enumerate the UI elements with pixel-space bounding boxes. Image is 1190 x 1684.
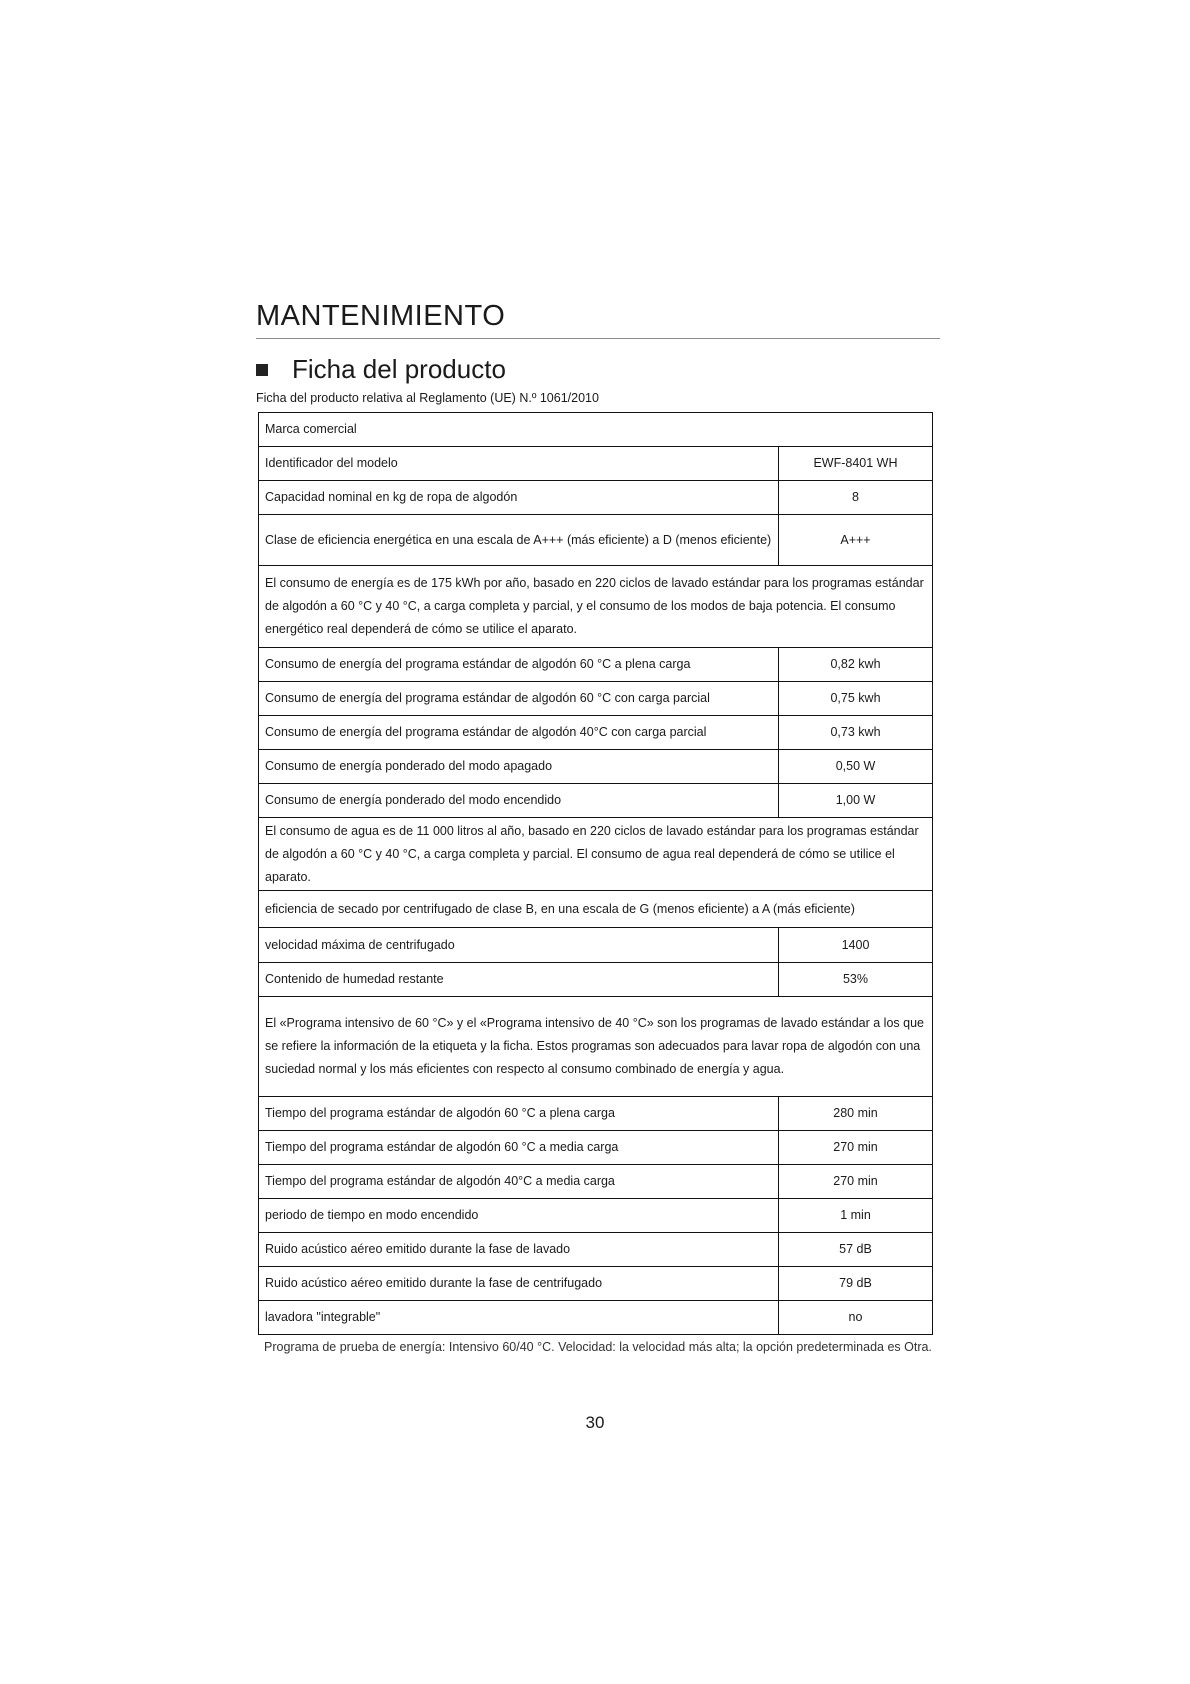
row-label: Consumo de energía ponderado del modo apagado (259, 750, 779, 784)
table-row (259, 1301, 933, 1335)
table-row (259, 818, 933, 891)
row-label: periodo de tiempo en modo encendido (259, 1199, 779, 1233)
table-row (259, 1131, 933, 1165)
table-row (259, 1267, 933, 1301)
row-label: Tiempo del programa estándar de algodón 40°C a media carga (259, 1165, 779, 1199)
regulation-subtitle: Ficha del producto relativa al Reglamento (UE) N.º 1061/2010 (256, 391, 599, 405)
table-row (259, 682, 933, 716)
footnote: Programa de prueba de energía: Intensivo 60/40 °C. Velocidad: la velocidad más alta; la opción predeterminada es Otra. (264, 1340, 932, 1354)
row-label: Marca comercial (259, 413, 933, 447)
row-label: Identificador del modelo (259, 447, 779, 481)
row-value: 1 min (779, 1199, 933, 1233)
section-heading (256, 354, 506, 385)
row-label: Ruido acústico aéreo emitido durante la fase de centrifugado (259, 1267, 779, 1301)
row-label: Consumo de energía ponderado del modo encendido (259, 784, 779, 818)
table-row (259, 648, 933, 682)
table-row (259, 928, 933, 963)
table-row (259, 997, 933, 1097)
product-sheet-table (258, 412, 933, 1335)
row-label: El consumo de agua es de 11 000 litros al año, basado en 220 ciclos de lavado estándar para los programas estándar de algodón a 60 °C y 40 °C, a carga completa y parcial. El consumo de agua real dependerá de cómo se utilice el aparato. (259, 818, 933, 891)
row-value: 8 (779, 481, 933, 515)
square-bullet-icon (256, 364, 268, 376)
row-label: Tiempo del programa estándar de algodón 60 °C a media carga (259, 1131, 779, 1165)
row-label: Consumo de energía del programa estándar de algodón 60 °C a plena carga (259, 648, 779, 682)
row-value: 270 min (779, 1131, 933, 1165)
row-label: eficiencia de secado por centrifugado de clase B, en una escala de G (menos eficiente) a A (más eficiente) (259, 891, 933, 928)
row-label: Tiempo del programa estándar de algodón 60 °C a plena carga (259, 1097, 779, 1131)
page-number: 30 (585, 1413, 605, 1432)
table-row (259, 1199, 933, 1233)
row-label: Consumo de energía del programa estándar de algodón 40°C con carga parcial (259, 716, 779, 750)
section-title: Ficha del producto (292, 354, 506, 384)
row-label: El «Programa intensivo de 60 °C» y el «Programa intensivo de 40 °C» son los programas de lavado estándar a los que se refiere la información de la etiqueta y la ficha. Estos programas son adecuados para lavar ropa de algodón con una suciedad normal y los más eficientes con respecto al consumo combinado de energía y agua. (259, 997, 933, 1097)
page-title: MANTENIMIENTO (256, 300, 506, 332)
table-row (259, 750, 933, 784)
table-row (259, 515, 933, 566)
row-value: A+++ (779, 515, 933, 566)
table-row (259, 891, 933, 928)
row-value: 79 dB (779, 1267, 933, 1301)
row-label: velocidad máxima de centrifugado (259, 928, 779, 963)
row-value: 57 dB (779, 1233, 933, 1267)
row-value: no (779, 1301, 933, 1335)
row-label: Capacidad nominal en kg de ropa de algodón (259, 481, 779, 515)
table-row (259, 716, 933, 750)
row-value: 0,75 kwh (779, 682, 933, 716)
row-value: 0,50 W (779, 750, 933, 784)
row-label: Clase de eficiencia energética en una escala de A+++ (más eficiente) a D (menos eficiente) (259, 515, 779, 566)
row-value: 53% (779, 963, 933, 997)
row-label: lavadora "integrable" (259, 1301, 779, 1335)
row-value: EWF-8401 WH (779, 447, 933, 481)
row-label: Ruido acústico aéreo emitido durante la fase de lavado (259, 1233, 779, 1267)
row-value: 280 min (779, 1097, 933, 1131)
table-row (259, 566, 933, 648)
table-row (259, 413, 933, 447)
row-value: 0,73 kwh (779, 716, 933, 750)
title-divider (256, 338, 940, 339)
table-row (259, 784, 933, 818)
table-row (259, 1097, 933, 1131)
table-row (259, 1165, 933, 1199)
table-row (259, 481, 933, 515)
row-label: Consumo de energía del programa estándar de algodón 60 °C con carga parcial (259, 682, 779, 716)
row-value: 1400 (779, 928, 933, 963)
row-value: 1,00 W (779, 784, 933, 818)
table-row (259, 447, 933, 481)
table-row (259, 963, 933, 997)
row-label: Contenido de humedad restante (259, 963, 779, 997)
table-row (259, 1233, 933, 1267)
row-value: 0,82 kwh (779, 648, 933, 682)
row-value: 270 min (779, 1165, 933, 1199)
row-label: El consumo de energía es de 175 kWh por año, basado en 220 ciclos de lavado estándar para los programas estándar de algodón a 60 °C y 40 °C, a carga completa y parcial, y el consumo de los modos de baja potencia. El consumo energético real dependerá de cómo se utilice el aparato. (259, 566, 933, 648)
